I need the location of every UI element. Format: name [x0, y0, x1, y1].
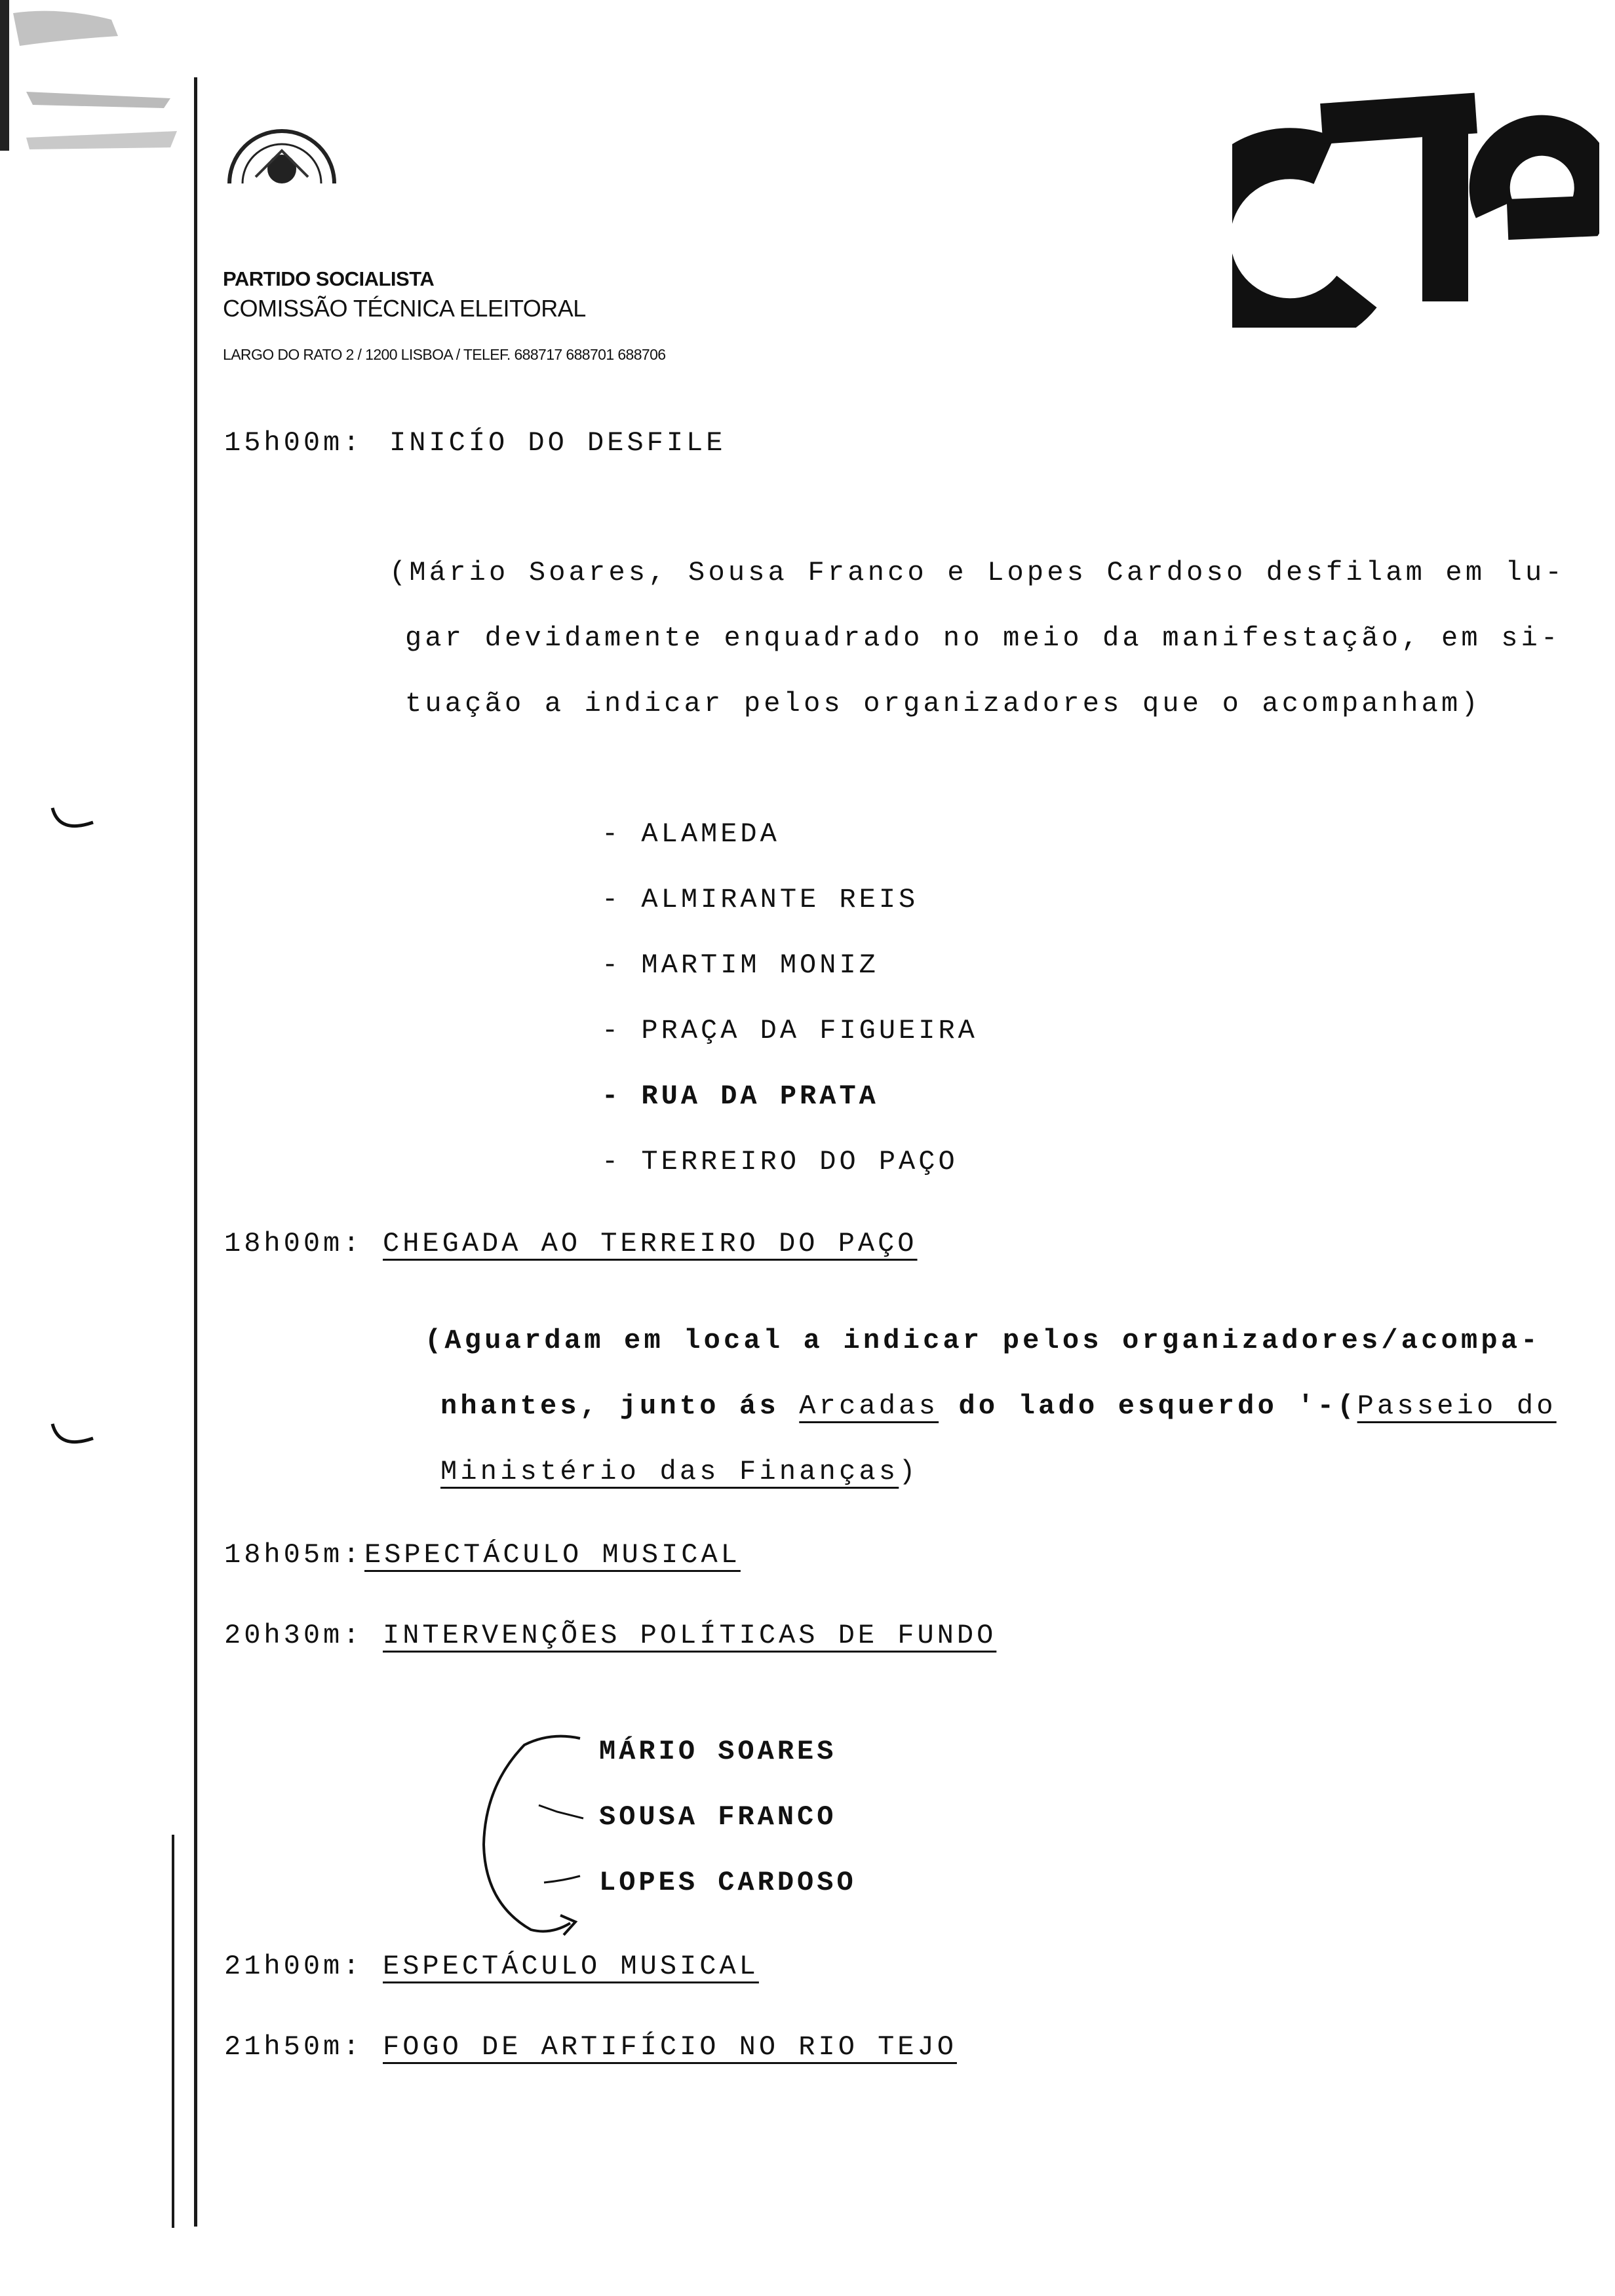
event-time: 15h00m: — [224, 427, 363, 459]
event-time: 18h00m: — [224, 1228, 363, 1259]
margin-rule-lower — [172, 1835, 174, 2228]
margin-mark-icon — [47, 803, 100, 842]
event-time: 21h00m: — [224, 1951, 363, 1982]
route-item: - PRAÇA DA FIGUEIRA — [602, 1015, 978, 1046]
speaker-item: MÁRIO SOARES — [599, 1736, 837, 1767]
org-address: LARGO DO RATO 2 / 1200 LISBOA / TELEF. 688717 688701 688706 — [223, 346, 666, 363]
speaker-item: LOPES CARDOSO — [599, 1867, 857, 1898]
margin-rule — [194, 77, 197, 2227]
org-name: PARTIDO SOCIALISTA — [223, 267, 435, 290]
event-note-line: (Aguardam em local a indicar pelos organizadores/acompa- — [425, 1325, 1541, 1356]
route-item: - ALAMEDA — [602, 818, 780, 850]
event-note-line: nhantes, junto ás Arcadas do lado esquerdo '-(Passeio do — [440, 1390, 1557, 1422]
event-title: ESPECTÁCULO MUSICAL — [383, 1951, 759, 1982]
event-note-line: tuação a indicar pelos organizadores que o acompanham) — [405, 688, 1481, 719]
speaker-item: SOUSA FRANCO — [599, 1801, 837, 1833]
event-title: INICÍO DO DESFILE — [389, 427, 726, 459]
event-time: 21h50m: — [224, 2031, 363, 2063]
event-title: ESPECTÁCULO MUSICAL — [364, 1539, 741, 1571]
event-time: 20h30m: — [224, 1620, 363, 1651]
handwritten-arrow-icon — [472, 1727, 616, 1949]
route-item: - TERREIRO DO PAÇO — [602, 1146, 958, 1177]
event-title: CHEGADA AO TERREIRO DO PAÇO — [383, 1228, 918, 1259]
event-title: INTERVENÇÕES POLÍTICAS DE FUNDO — [383, 1620, 997, 1651]
route-item: - ALMIRANTE REIS — [602, 884, 919, 915]
event-time: 18h05m: — [224, 1539, 363, 1571]
margin-mark-icon — [47, 1419, 100, 1458]
event-title: FOGO DE ARTIFÍCIO NO RIO TEJO — [383, 2031, 957, 2063]
event-note-line: (Mário Soares, Sousa Franco e Lopes Cardoso desfilam em lu- — [389, 557, 1565, 588]
route-item: - MARTIM MONIZ — [602, 949, 879, 981]
cte-logo — [1232, 66, 1599, 328]
scan-smudge — [0, 0, 190, 151]
event-note-line: gar devidamente enquadrado no meio da manifestação, em si- — [405, 622, 1561, 654]
org-department: COMISSÃO TÉCNICA ELEITORAL — [223, 295, 586, 322]
route-item: - RUA DA PRATA — [602, 1081, 879, 1112]
party-seal-logo — [216, 118, 347, 190]
event-note-line: Ministério das Finanças) — [440, 1456, 919, 1487]
